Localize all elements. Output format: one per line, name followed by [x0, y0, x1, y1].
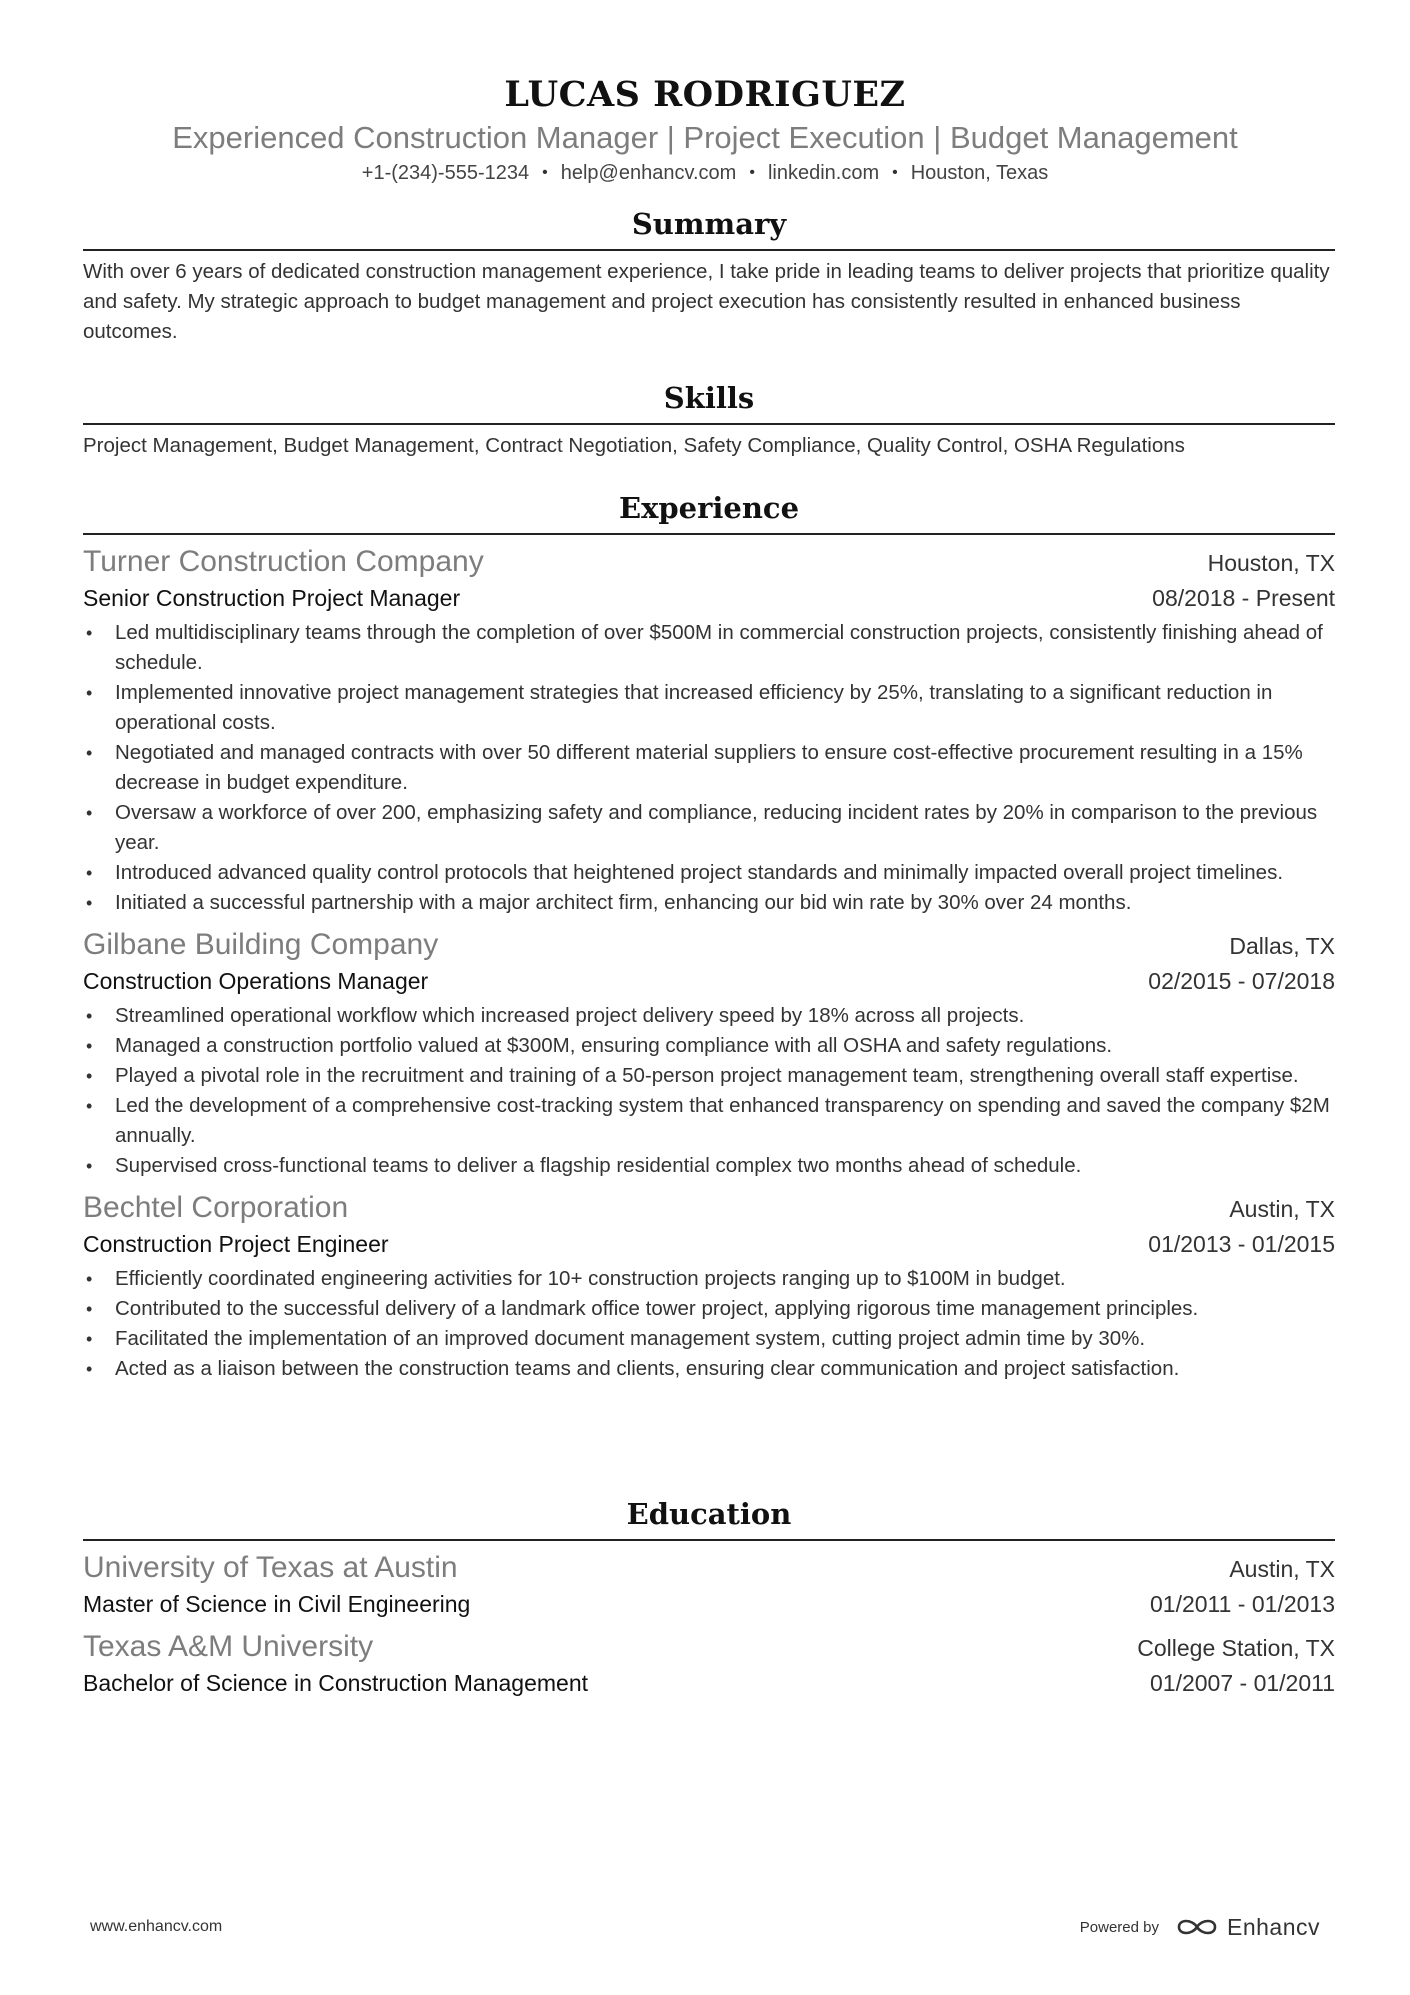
achievement-list	[83, 1001, 1335, 1181]
degree-name: Bachelor of Science in Construction Management	[83, 1670, 589, 1696]
achievement-item: • Initiated a successful partnership with a major architect firm, enhancing our bid win rate by 30% over 24 months.	[83, 888, 1335, 918]
achievement-item: • Contributed to the successful delivery of a landmark office tower project, applying rigorous time management principles.	[83, 1294, 1335, 1324]
achievement-item: • Efficiently coordinated engineering activities for 10+ construction projects ranging up to $100M in budget.	[83, 1264, 1335, 1294]
experience-entry	[83, 543, 1335, 918]
achievement-item: • Supervised cross-functional teams to deliver a flagship residential complex two months ahead of schedule.	[83, 1151, 1335, 1181]
company-name: Gilbane Building Company	[83, 928, 439, 961]
achievement-item: • Oversaw a workforce of over 200, emphasizing safety and compliance, reducing incident rates by 20% in comparison to the previous year.	[83, 798, 1335, 858]
achievement-item: • Streamlined operational workflow which increased project delivery speed by 18% across all projects.	[83, 1001, 1335, 1031]
contact-line	[0, 158, 1410, 190]
job-dates: 08/2018 - Present	[1152, 585, 1335, 611]
entry-subheader-row	[83, 965, 1335, 997]
education-dates: 01/2007 - 01/2011	[1149, 1670, 1335, 1696]
company-name: Bechtel Corporation	[83, 1191, 349, 1224]
job-title: Senior Construction Project Manager	[83, 585, 461, 611]
achievement-item: • Facilitated the implementation of an improved document management system, cutting project admin time by 30%.	[83, 1324, 1335, 1354]
section-title-summary: Summary	[83, 205, 1335, 251]
job-title: Construction Project Engineer	[83, 1231, 389, 1257]
company-name: Turner Construction Company	[83, 545, 484, 578]
achievement-list	[83, 1264, 1335, 1384]
experience-list	[83, 543, 1335, 1384]
job-title: Construction Operations Manager	[83, 968, 429, 994]
job-dates: 02/2015 - 07/2018	[1148, 968, 1335, 994]
job-dates: 01/2013 - 01/2015	[1148, 1231, 1335, 1257]
achievement-list	[83, 618, 1335, 918]
skills-text: Project Management, Budget Management, Contract Negotiation, Safety Compliance, Quality Control, OSHA Regulations	[83, 434, 1185, 457]
powered-by-label: Powered by	[1079, 1918, 1159, 1936]
entry-subheader-row	[83, 1667, 1335, 1699]
achievement-item: • Managed a construction portfolio valued at $300M, ensuring compliance with all OSHA and safety regulations.	[83, 1031, 1335, 1061]
school-location: College Station, TX	[1137, 1635, 1335, 1661]
skills-section	[83, 379, 1335, 461]
contact-email[interactable]: help@enhancv.com	[560, 162, 737, 184]
school-name: University of Texas at Austin	[83, 1551, 458, 1584]
education-list	[83, 1549, 1335, 1699]
degree-name: Master of Science in Civil Engineering	[83, 1591, 471, 1617]
school-location: Austin, TX	[1229, 1556, 1335, 1582]
achievement-item: • Negotiated and managed contracts with over 50 different material suppliers to ensure cost-effective procurement resulting in a 15% decrease in budget expenditure.	[83, 738, 1335, 798]
school-name: Texas A&M University	[83, 1630, 374, 1663]
achievement-item: • Acted as a liaison between the construction teams and clients, ensuring clear communication and project satisfaction.	[83, 1354, 1335, 1384]
education-entry	[83, 1549, 1335, 1620]
experience-entry	[83, 926, 1335, 1181]
job-location: Houston, TX	[1207, 550, 1335, 576]
achievement-item: • Introduced advanced quality control protocols that heightened project standards and minimally impacted overall project timelines.	[83, 858, 1335, 888]
entry-header-row	[83, 1189, 1335, 1228]
entry-subheader-row	[83, 1588, 1335, 1620]
entry-header-row	[83, 926, 1335, 965]
entry-subheader-row	[83, 1228, 1335, 1260]
education-dates: 01/2011 - 01/2013	[1149, 1591, 1335, 1617]
summary-text: With over 6 years of dedicated construction management experience, I take pride in leading teams to deliver projects that prioritize quality and safety. My strategic approach to budget management and project execution has consistently resulted in enhanced business outcomes.	[83, 260, 1330, 343]
section-title-education: Education	[83, 1495, 1335, 1541]
experience-section	[83, 489, 1335, 1384]
candidate-name: LUCAS RODRIGUEZ	[504, 74, 906, 115]
contact-location: Houston, Texas	[910, 162, 1049, 184]
brand-name: Enhancv	[1226, 1913, 1320, 1940]
candidate-tagline: Experienced Construction Manager | Project Execution | Budget Management	[172, 120, 1238, 155]
contact-phone: +1-(234)-555-1234	[361, 162, 530, 184]
section-title-experience: Experience	[83, 489, 1335, 535]
job-location: Dallas, TX	[1229, 933, 1335, 959]
entry-header-row	[83, 1628, 1335, 1667]
entry-header-row	[83, 1549, 1335, 1588]
page-footer	[90, 1912, 1320, 1942]
job-location: Austin, TX	[1229, 1196, 1335, 1222]
achievement-item: • Played a pivotal role in the recruitment and training of a 50-person project management team, strengthening overall staff expertise.	[83, 1061, 1335, 1091]
section-title-skills: Skills	[83, 379, 1335, 425]
infinity-logo-icon	[1173, 1915, 1221, 1939]
experience-entry	[83, 1189, 1335, 1384]
resume-header	[0, 0, 1410, 190]
summary-section	[83, 205, 1335, 347]
bullet-separator: •	[749, 164, 755, 181]
powered-by	[1080, 1914, 1320, 1941]
entry-subheader-row	[83, 582, 1335, 614]
achievement-item: • Implemented innovative project management strategies that increased efficiency by 25%, translating to a significant reduction in operational costs.	[83, 678, 1335, 738]
education-section	[83, 1495, 1335, 1699]
entry-header-row	[83, 543, 1335, 582]
achievement-item: • Led multidisciplinary teams through the completion of over $500M in commercial construction projects, consistently finishing ahead of schedule.	[83, 618, 1335, 678]
achievement-item: • Led the development of a comprehensive cost-tracking system that enhanced transparency on spending and saved the company $2M annually.	[83, 1091, 1335, 1151]
brand-logo	[1173, 1914, 1320, 1941]
bullet-separator: •	[542, 164, 548, 181]
footer-url[interactable]: www.enhancv.com	[90, 1918, 223, 1935]
contact-linkedin[interactable]: linkedin.com	[767, 162, 880, 184]
bullet-separator: •	[892, 164, 898, 181]
education-entry	[83, 1628, 1335, 1699]
